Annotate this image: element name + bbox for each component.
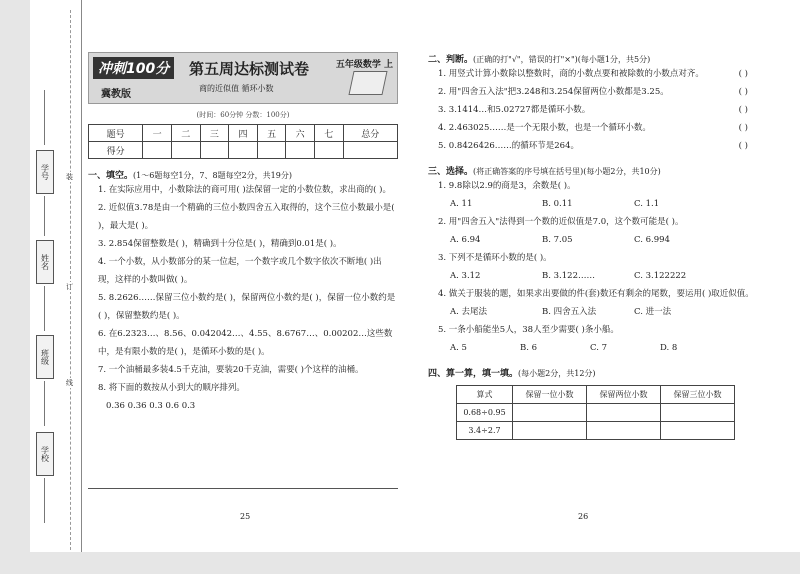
score-cell: 五 [257,125,286,142]
judge-item[interactable]: 4. 2.463025……是一个无限小数，也是一个循环小数。 ( ) [438,123,748,133]
section-heading: 一、填空。(1～6题每空1分，7、8题每空2分，共19分) [88,171,292,181]
score-table [88,124,398,159]
judge-item[interactable]: 3. 3.1414…和5.02727都是循环小数。 ( ) [438,105,748,115]
binding-line [44,90,45,145]
choice-question[interactable]: 4. 做关于服装的题，如果求出要做的件(套)数还有剩余的尾数，要运用( )取近似值。 [438,289,754,299]
score-cell: 得分 [89,142,143,159]
calc-answer-cell[interactable] [513,422,587,440]
choice-question[interactable]: 1. 9.8除以2.9的商是3，余数是( )。 [438,181,576,191]
judge-item[interactable]: 1. 用竖式计算小数除以整数时，商的小数点要和被除数的小数点对齐。 ( ) [438,69,748,79]
score-cell: 七 [314,125,343,142]
binding-line [44,196,45,236]
section-heading: 三、选择。(将正确答案的序号填在括号里)(每小题2分，共10分) [428,167,661,177]
score-input[interactable] [314,142,343,159]
choice-options: A. 5 B. 6 C. 7 D. 8 [450,343,678,353]
student-number-box[interactable]: 学号 [36,150,54,194]
calc-answer-cell[interactable] [661,404,735,422]
number-list: 0.36 0.36 0.3 0.6 0.3 [106,401,196,411]
page-number-left: 25 [240,512,251,521]
class-box[interactable]: 班级 [36,335,54,379]
score-input[interactable] [143,142,172,159]
calc-expression: 0.68÷0.95 [457,404,513,422]
choice-question[interactable]: 5. 一条小船能坐5人，38人至少需要( )条小船。 [438,325,619,335]
page-title: 第五周达标测试卷 [189,60,310,78]
side-word: 订 [66,283,73,291]
calc-header: 算式 [457,386,513,404]
page-subtitle: 商的近似值 循环小数 [199,84,274,93]
question-item[interactable]: 1. 在实际应用中，小数除法的商可用( )法保留一定的小数位数，求出商的( )。 [98,185,391,195]
binding-line [44,381,45,426]
name-box[interactable]: 姓名 [36,240,54,284]
answer-line [88,488,398,489]
calc-header: 保留三位小数 [661,386,735,404]
question-item[interactable]: 2. 近似值3.78是由一个精确的三位小数四舍五入取得的，这个三位小数最小是( )，最大是( )。 [98,203,395,231]
calc-answer-cell[interactable] [587,422,661,440]
question-item[interactable]: 7. 一个油桶最多装4.5千克油，要装20千克油，需要( )个这样的油桶。 [98,365,364,375]
calc-answer-cell[interactable] [587,404,661,422]
side-word: 线 [66,379,73,387]
calc-answer-cell[interactable] [661,422,735,440]
exam-header [88,52,398,104]
judge-item[interactable]: 2. 用"四舍五入法"把3.248和3.254保留两位小数都是3.25。 ( ) [438,87,748,97]
score-input[interactable] [229,142,258,159]
brand-logo: 冲刺100分 [93,57,174,79]
choice-options: A. 11 B. 0.11 C. 1.1 [450,199,660,209]
choice-question[interactable]: 3. 下列不是循环小数的是( )。 [438,253,552,263]
calc-header: 保留一位小数 [513,386,587,404]
score-cell: 四 [229,125,258,142]
score-cell: 二 [171,125,200,142]
score-cell: 题号 [89,125,143,142]
score-cell: 三 [200,125,229,142]
school-box[interactable]: 学校 [36,432,54,476]
choice-options: A. 3.12 B. 3.122…… C. 3.122222 [450,271,687,281]
calculation-table [456,385,735,440]
question-item[interactable]: 3. 2.854保留整数是( )，精确到十分位是( )，精确到0.01是( )。 [98,239,342,249]
score-cell: 一 [143,125,172,142]
right-page [428,52,766,440]
edition-label: 冀教版 [101,89,131,100]
section-heading: 二、判断。(正确的打"√"，错误的打"×")(每小题1分，共5分) [428,55,651,65]
question-item[interactable]: 8. 将下面的数按从小到大的顺序排列。 [98,383,245,393]
side-word: 装 [66,173,73,181]
calc-header: 保留两位小数 [587,386,661,404]
question-item[interactable]: 6. 在6.2323…、8.56、0.042042…、4.55、8.6767…、0.00202…这些数中，是有限小数的是( )，是循环小数的是( )。 [98,329,393,357]
question-item[interactable]: 5. 8.2626……保留三位小数约是( )，保留两位小数约是( )，保留一位小数约是( )，保留整数约是( )。 [98,293,396,321]
left-page [88,52,398,415]
score-input[interactable] [257,142,286,159]
score-input[interactable] [343,142,397,159]
binding-line [44,286,45,331]
score-input[interactable] [171,142,200,159]
grade-label: 五年级数学 上 [335,60,393,70]
fold-line [70,10,71,550]
question-item[interactable]: 4. 一个小数，从小数部分的某一位起，一个数字或几个数字依次不断地( )出现，这样的小数叫做( )。 [98,257,382,285]
score-input[interactable] [200,142,229,159]
binding-line [44,478,45,523]
page-number-right: 26 [578,512,589,521]
binding-strip [30,0,82,552]
score-cell: 总分 [343,125,397,142]
laptop-illustration-icon [348,71,387,95]
judge-item[interactable]: 5. 0.8426426……的循环节是264。 ( ) [438,141,748,151]
choice-question[interactable]: 2. 用"四舍五入"法得到一个数的近似值是7.0，这个数可能是( )。 [438,217,684,227]
section-heading: 四、算一算，填一填。(每小题2分，共12分) [428,369,596,379]
calc-answer-cell[interactable] [513,404,587,422]
calc-expression: 3.4÷2.7 [457,422,513,440]
time-score-line: (时间：60分钟 分数：100分) [196,111,290,119]
score-input[interactable] [286,142,315,159]
score-cell: 六 [286,125,315,142]
choice-options: A. 去尾法 B. 四舍五入法 C. 进一法 [450,307,672,317]
choice-options: A. 6.94 B. 7.05 C. 6.994 [450,235,670,245]
